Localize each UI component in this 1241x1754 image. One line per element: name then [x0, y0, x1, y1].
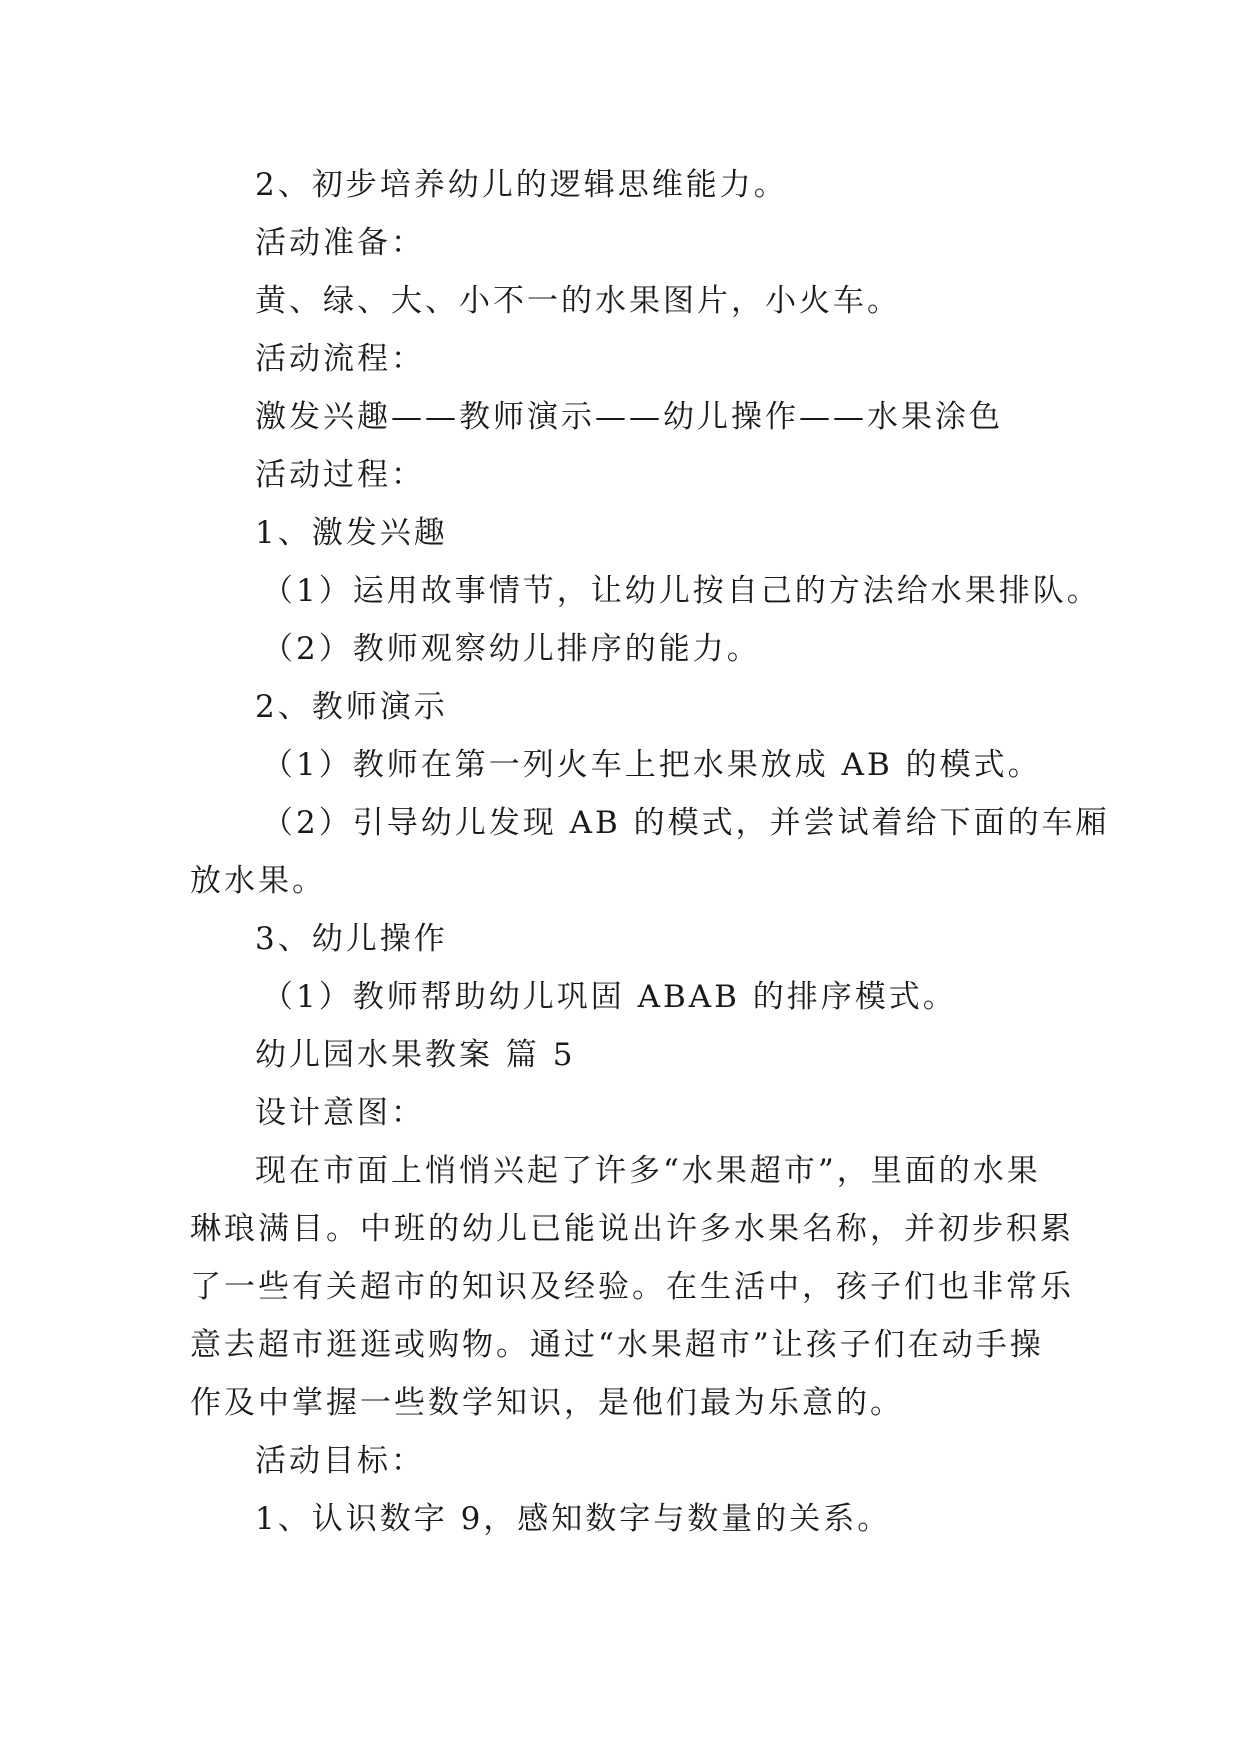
step-2-heading: 2、教师演示	[255, 689, 448, 725]
intent-paragraph-line-1: 现在市面上悄悄兴起了许多“水果超市”，里面的水果	[255, 1153, 1041, 1189]
objective-line-2: 2、初步培养幼儿的逻辑思维能力。	[255, 167, 788, 203]
heading-objectives: 活动目标：	[255, 1443, 425, 1479]
heading-flow: 活动流程：	[255, 341, 425, 377]
step-1-item-2: （2）教师观察幼儿排序的能力。	[262, 631, 761, 667]
objective-line-1: 1、认识数字 9，感知数字与数量的关系。	[255, 1501, 892, 1537]
heading-process: 活动过程：	[255, 457, 425, 493]
heading-preparation: 活动准备：	[255, 225, 425, 261]
intent-paragraph-line-3: 了一些有关超市的知识及经验。在生活中，孩子们也非常乐	[190, 1269, 1074, 1305]
intent-paragraph-line-4: 意去超市逛逛或购物。通过“水果超市”让孩子们在动手操	[190, 1327, 1044, 1363]
intent-paragraph-line-5: 作及中掌握一些数学知识，是他们最为乐意的。	[190, 1385, 904, 1421]
heading-design-intent: 设计意图：	[255, 1095, 425, 1131]
step-3-heading: 3、幼儿操作	[255, 921, 448, 957]
flow-text: 激发兴趣——教师演示——幼儿操作——水果涂色	[255, 399, 1003, 435]
step-1-heading: 1、激发兴趣	[255, 515, 448, 551]
step-2-item-2-continued: 放水果。	[190, 863, 326, 899]
step-2-item-2: （2）引导幼儿发现 AB 的模式，并尝试着给下面的车厢	[262, 805, 1110, 841]
step-1-item-1: （1）运用故事情节，让幼儿按自己的方法给水果排队。	[262, 573, 1101, 609]
step-2-item-1: （1）教师在第一列火车上把水果放成 AB 的模式。	[262, 747, 1042, 783]
section-title: 幼儿园水果教案 篇 5	[255, 1037, 576, 1073]
preparation-text: 黄、绿、大、小不一的水果图片，小火车。	[255, 283, 901, 319]
intent-paragraph-line-2: 琳琅满目。中班的幼儿已能说出许多水果名称，并初步积累	[190, 1211, 1074, 1247]
step-3-item-1: （1）教师帮助幼儿巩固 ABAB 的排序模式。	[262, 979, 957, 1015]
